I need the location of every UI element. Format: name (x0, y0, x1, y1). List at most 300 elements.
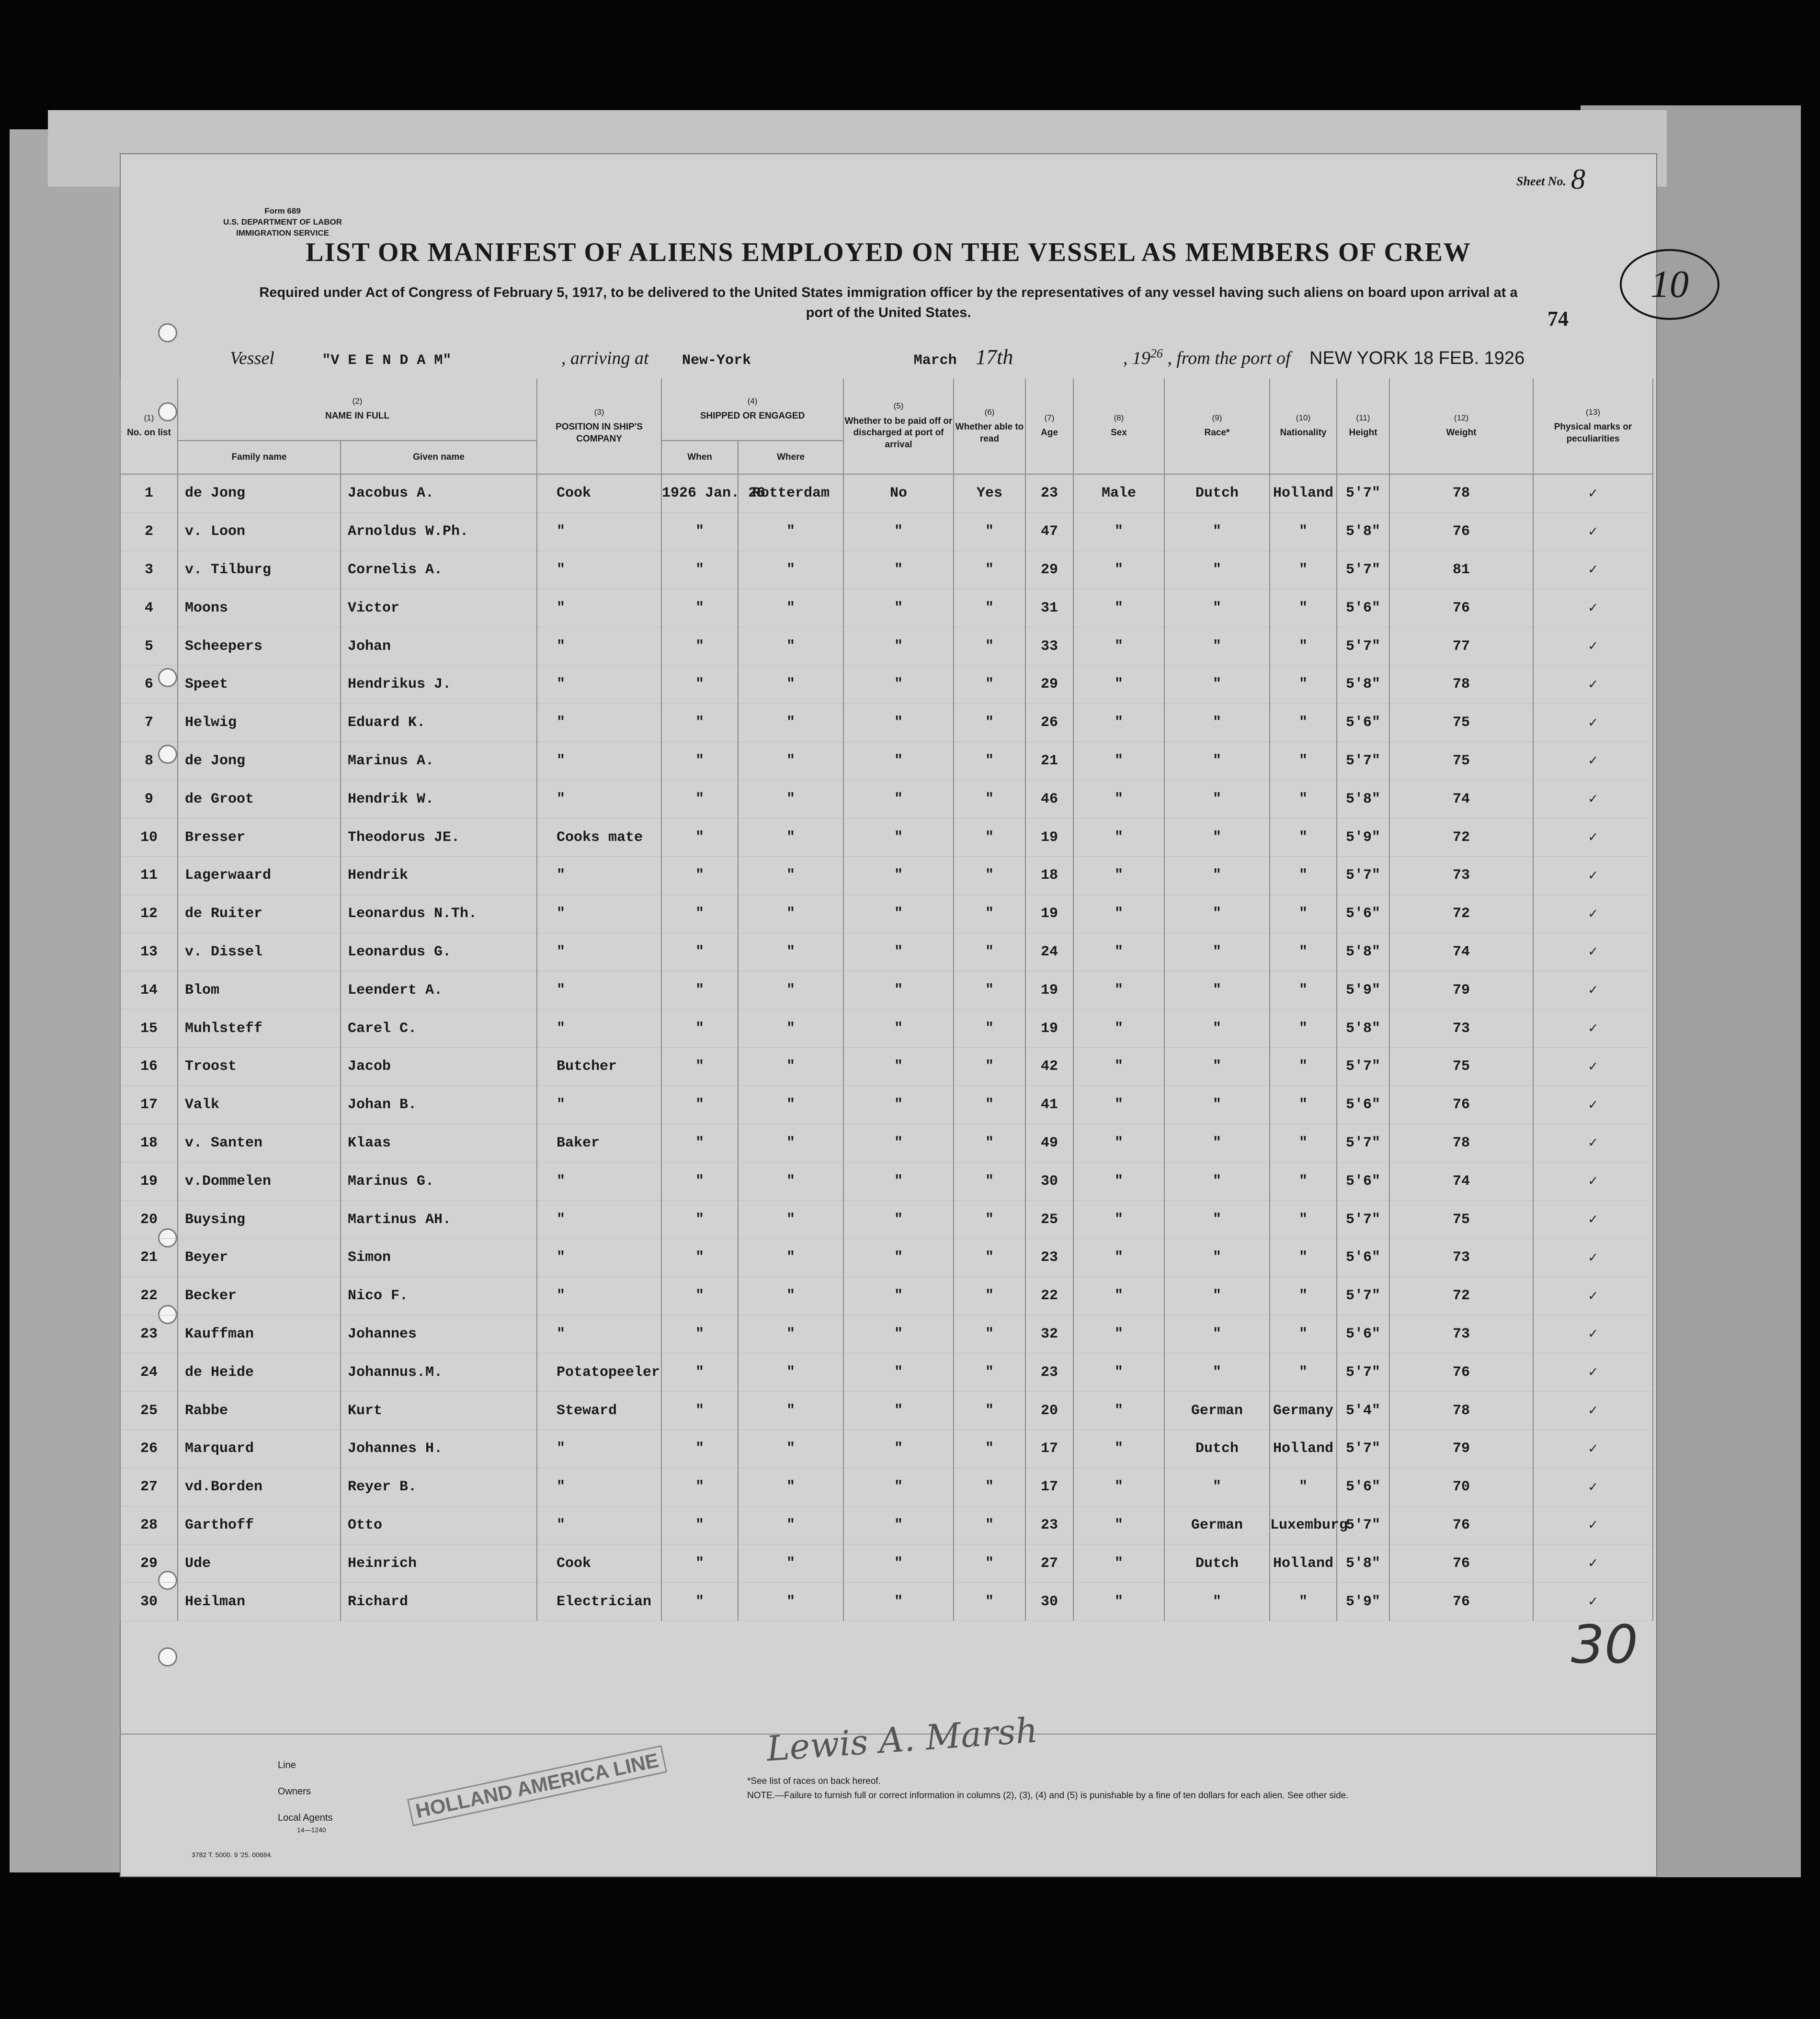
cell-race: " (1164, 1315, 1270, 1353)
cell-sex: " (1073, 1201, 1164, 1239)
sheet-number-label: Sheet No. (1516, 174, 1566, 188)
cell-able-to-read: " (954, 1544, 1025, 1583)
cell-given-name: Martinus AH. (341, 1201, 537, 1239)
cell-shipped-where: " (738, 1583, 843, 1621)
cell-row-number: 19 (120, 1162, 178, 1201)
cell-nationality: " (1270, 1047, 1337, 1086)
cell-nationality: " (1270, 1086, 1337, 1124)
cell-shipped-when: 1926 Jan. 26 (661, 474, 738, 512)
cell-weight: 78 (1389, 474, 1533, 512)
cell-height: 5'9" (1337, 971, 1389, 1010)
cell-shipped-where: " (738, 627, 843, 666)
cell-family-name: v. Santen (178, 1124, 341, 1162)
cell-physical-marks-check: ✓ (1533, 589, 1653, 627)
cell-physical-marks-check: ✓ (1533, 1429, 1653, 1468)
fine-note: NOTE.—Failure to furnish full or correct information in columns (2), (3), (4) and (5) is punishable by a fine of ten dollars for each alien. See other side. (747, 1791, 1349, 1801)
cell-shipped-when: " (661, 971, 738, 1010)
cell-shipped-where: " (738, 1086, 843, 1124)
cell-family-name: Lagerwaard (178, 856, 341, 895)
table-row (120, 589, 1653, 627)
cell-height: 5'7" (1337, 856, 1389, 895)
cell-age: 23 (1025, 474, 1073, 512)
cell-given-name: Jacobus A. (341, 474, 537, 512)
cell-physical-marks-check: ✓ (1533, 818, 1653, 857)
cell-family-name: Rabbe (178, 1392, 341, 1430)
table-row (120, 627, 1653, 666)
cell-nationality: Holland (1270, 1429, 1337, 1468)
cell-race: German (1164, 1392, 1270, 1430)
cell-position: " (537, 551, 661, 589)
header-race: (9) Race* (1164, 378, 1270, 474)
table-row (120, 703, 1653, 742)
cell-nationality: " (1270, 1468, 1337, 1506)
cell-weight: 74 (1389, 780, 1533, 818)
cell-position: " (537, 1277, 661, 1315)
cell-position: " (537, 933, 661, 971)
table-row (120, 1277, 1653, 1315)
cell-sex: " (1073, 512, 1164, 551)
cell-age: 19 (1025, 1010, 1073, 1048)
cell-given-name: Johannes (341, 1315, 537, 1353)
cell-age: 29 (1025, 551, 1073, 589)
cell-able-to-read: " (954, 1277, 1025, 1315)
cell-row-number: 25 (120, 1392, 178, 1430)
cell-shipped-when: " (661, 1162, 738, 1201)
cell-paid-off: " (843, 971, 954, 1010)
cell-weight: 72 (1389, 818, 1533, 857)
cell-nationality: " (1270, 895, 1337, 933)
cell-sex: " (1073, 703, 1164, 742)
table-row (120, 665, 1653, 703)
circled-number: 10 (1620, 249, 1719, 320)
cell-shipped-where: " (738, 589, 843, 627)
cell-shipped-where: " (738, 551, 843, 589)
cell-paid-off: " (843, 742, 954, 780)
cell-nationality: " (1270, 1315, 1337, 1353)
cell-race: " (1164, 1583, 1270, 1621)
cell-shipped-when: " (661, 1506, 738, 1544)
cell-shipped-where: " (738, 703, 843, 742)
cell-shipped-when: " (661, 1277, 738, 1315)
cell-given-name: Richard (341, 1583, 537, 1621)
cell-weight: 73 (1389, 1010, 1533, 1048)
cell-paid-off: " (843, 665, 954, 703)
cell-physical-marks-check: ✓ (1533, 1162, 1653, 1201)
form-number: Form 689 (264, 206, 301, 216)
header-read: (6) Whether able to read (954, 378, 1025, 474)
cell-row-number: 17 (120, 1086, 178, 1124)
cell-position: Steward (537, 1392, 661, 1430)
cell-nationality: " (1270, 1583, 1337, 1621)
cell-shipped-where: " (738, 1353, 843, 1392)
header-when: When (661, 441, 738, 474)
cell-able-to-read: " (954, 856, 1025, 895)
from-port-label: , from the port of (1167, 348, 1291, 368)
cell-position: " (537, 895, 661, 933)
cell-paid-off: " (843, 1353, 954, 1392)
cell-paid-off: " (843, 1544, 954, 1583)
cell-position: " (537, 1162, 661, 1201)
cell-sex: " (1073, 589, 1164, 627)
cell-shipped-when: " (661, 1429, 738, 1468)
cell-physical-marks-check: ✓ (1533, 1468, 1653, 1506)
cell-given-name: Leendert A. (341, 971, 537, 1010)
cell-position: " (537, 856, 661, 895)
cell-family-name: Ude (178, 1544, 341, 1583)
cell-shipped-where: " (738, 1315, 843, 1353)
cell-family-name: Becker (178, 1277, 341, 1315)
cell-paid-off: " (843, 1468, 954, 1506)
cell-position: " (537, 1506, 661, 1544)
header-given-name: Given name (341, 441, 537, 474)
cell-height: 5'7" (1337, 742, 1389, 780)
cell-physical-marks-check: ✓ (1533, 856, 1653, 895)
cell-age: 31 (1025, 589, 1073, 627)
cell-family-name: Blom (178, 971, 341, 1010)
cell-physical-marks-check: ✓ (1533, 1238, 1653, 1277)
cell-family-name: Valk (178, 1086, 341, 1124)
cell-weight: 76 (1389, 1583, 1533, 1621)
cell-weight: 78 (1389, 665, 1533, 703)
cell-nationality: " (1270, 512, 1337, 551)
cell-sex: " (1073, 627, 1164, 666)
cell-height: 5'8" (1337, 1010, 1389, 1048)
cell-row-number: 22 (120, 1277, 178, 1315)
cell-position: " (537, 1201, 661, 1239)
cell-weight: 76 (1389, 1086, 1533, 1124)
cell-race: " (1164, 512, 1270, 551)
cell-sex: " (1073, 1429, 1164, 1468)
cell-able-to-read: " (954, 627, 1025, 666)
cell-shipped-where: " (738, 1429, 843, 1468)
manifest-subtitle: Required under Act of Congress of February 5, 1917, to be delivered to the United States immigration officer by the representatives of any vessel having such aliens on board upon arrival at a port of the United States. (259, 285, 1518, 321)
cell-shipped-when: " (661, 551, 738, 589)
cell-physical-marks-check: ✓ (1533, 1277, 1653, 1315)
service-name: IMMIGRATION SERVICE (236, 228, 329, 238)
cell-able-to-read: " (954, 1201, 1025, 1239)
cell-position: Cooks mate (537, 818, 661, 857)
cell-given-name: Hendrik (341, 856, 537, 895)
cell-position: Electrician (537, 1583, 661, 1621)
header-shipped: (4) SHIPPED OR ENGAGED (661, 378, 843, 441)
cell-nationality: " (1270, 856, 1337, 895)
cell-height: 5'6" (1337, 895, 1389, 933)
cell-able-to-read: " (954, 933, 1025, 971)
cell-able-to-read: " (954, 1353, 1025, 1392)
owners-label: Owners (278, 1786, 311, 1797)
cell-family-name: Buysing (178, 1201, 341, 1239)
cell-shipped-when: " (661, 856, 738, 895)
cell-height: 5'6" (1337, 1162, 1389, 1201)
line-label: Line (278, 1760, 296, 1770)
crew-manifest-table (120, 378, 1653, 1621)
cell-paid-off: " (843, 1277, 954, 1315)
cell-race: " (1164, 933, 1270, 971)
cell-shipped-where: " (738, 895, 843, 933)
vessel-name: "V E E N D A M" (322, 352, 452, 369)
cell-physical-marks-check: ✓ (1533, 474, 1653, 512)
cell-given-name: Leonardus G. (341, 933, 537, 971)
cell-shipped-when: " (661, 1315, 738, 1353)
cell-shipped-when: " (661, 1086, 738, 1124)
cell-family-name: Marquard (178, 1429, 341, 1468)
cell-paid-off: " (843, 1583, 954, 1621)
cell-paid-off: " (843, 627, 954, 666)
cell-position: " (537, 1238, 661, 1277)
cell-paid-off: " (843, 551, 954, 589)
cell-family-name: v. Loon (178, 512, 341, 551)
cell-family-name: Garthoff (178, 1506, 341, 1544)
cell-paid-off: " (843, 1315, 954, 1353)
master-signature: Lewis A. Marsh (765, 1710, 1039, 1769)
cell-shipped-where: " (738, 933, 843, 971)
table-row (120, 512, 1653, 551)
cell-paid-off: " (843, 895, 954, 933)
cell-sex: " (1073, 1544, 1164, 1583)
cell-age: 29 (1025, 665, 1073, 703)
cell-physical-marks-check: ✓ (1533, 551, 1653, 589)
cell-given-name: Reyer B. (341, 1468, 537, 1506)
cell-physical-marks-check: ✓ (1533, 1124, 1653, 1162)
cell-race: " (1164, 1047, 1270, 1086)
cell-weight: 73 (1389, 1238, 1533, 1277)
cell-race: Dutch (1164, 474, 1270, 512)
cell-able-to-read: " (954, 589, 1025, 627)
cell-position: Baker (537, 1124, 661, 1162)
cell-age: 22 (1025, 1277, 1073, 1315)
cell-given-name: Theodorus JE. (341, 818, 537, 857)
cell-able-to-read: " (954, 551, 1025, 589)
cell-shipped-when: " (661, 1353, 738, 1392)
cell-able-to-read: " (954, 780, 1025, 818)
cell-shipped-when: " (661, 1201, 738, 1239)
cell-able-to-read: " (954, 971, 1025, 1010)
cell-position: " (537, 627, 661, 666)
cell-sex: " (1073, 895, 1164, 933)
table-row (120, 1468, 1653, 1506)
cell-physical-marks-check: ✓ (1533, 971, 1653, 1010)
cell-shipped-when: " (661, 1544, 738, 1583)
cell-row-number: 6 (120, 665, 178, 703)
cell-sex: " (1073, 1392, 1164, 1430)
table-row (120, 1544, 1653, 1583)
cell-weight: 81 (1389, 551, 1533, 589)
manifest-sheet (120, 153, 1689, 1877)
cell-age: 47 (1025, 512, 1073, 551)
cell-family-name: de Jong (178, 742, 341, 780)
cell-sex: " (1073, 1468, 1164, 1506)
cell-physical-marks-check: ✓ (1533, 1544, 1653, 1583)
cell-weight: 73 (1389, 1315, 1533, 1353)
cell-nationality: Holland (1270, 474, 1337, 512)
cell-height: 5'6" (1337, 1238, 1389, 1277)
cell-sex: " (1073, 856, 1164, 895)
cell-sex: " (1073, 1086, 1164, 1124)
cell-position: " (537, 665, 661, 703)
cell-age: 17 (1025, 1468, 1073, 1506)
cell-shipped-when: " (661, 780, 738, 818)
cell-row-number: 15 (120, 1010, 178, 1048)
cell-able-to-read: " (954, 1506, 1025, 1544)
table-row (120, 780, 1653, 818)
cell-sex: " (1073, 1506, 1164, 1544)
cell-able-to-read: " (954, 1315, 1025, 1353)
cell-row-number: 5 (120, 627, 178, 666)
cell-shipped-where: " (738, 1124, 843, 1162)
cell-race: " (1164, 856, 1270, 895)
cell-height: 5'6" (1337, 589, 1389, 627)
cell-height: 5'7" (1337, 551, 1389, 589)
cell-shipped-where: " (738, 512, 843, 551)
cell-height: 5'7" (1337, 1506, 1389, 1544)
table-row (120, 1392, 1653, 1430)
cell-sex: " (1073, 1124, 1164, 1162)
header-name: (2) NAME IN FULL (178, 378, 537, 441)
cell-shipped-when: " (661, 627, 738, 666)
cell-weight: 75 (1389, 1047, 1533, 1086)
cell-given-name: Kurt (341, 1392, 537, 1430)
cell-position: " (537, 742, 661, 780)
cell-family-name: Heilman (178, 1583, 341, 1621)
cell-physical-marks-check: ✓ (1533, 665, 1653, 703)
cell-age: 25 (1025, 1201, 1073, 1239)
cell-nationality: " (1270, 1124, 1337, 1162)
cell-row-number: 28 (120, 1506, 178, 1544)
cell-row-number: 24 (120, 1353, 178, 1392)
cell-paid-off: " (843, 818, 954, 857)
cell-nationality: " (1270, 742, 1337, 780)
header-where: Where (738, 441, 843, 474)
cell-paid-off: " (843, 589, 954, 627)
cell-race: " (1164, 1124, 1270, 1162)
cell-shipped-when: " (661, 895, 738, 933)
year-prefix: , 19 (1123, 348, 1150, 368)
cell-race: " (1164, 780, 1270, 818)
cell-position: " (537, 1315, 661, 1353)
cell-shipped-when: " (661, 512, 738, 551)
cell-physical-marks-check: ✓ (1533, 512, 1653, 551)
cell-height: 5'6" (1337, 703, 1389, 742)
cell-position: " (537, 1010, 661, 1048)
cell-row-number: 21 (120, 1238, 178, 1277)
cell-age: 17 (1025, 1429, 1073, 1468)
cell-weight: 78 (1389, 1124, 1533, 1162)
cell-shipped-where: " (738, 1047, 843, 1086)
cell-physical-marks-check: ✓ (1533, 1392, 1653, 1430)
table-row (120, 551, 1653, 589)
cell-weight: 76 (1389, 512, 1533, 551)
cell-able-to-read: " (954, 512, 1025, 551)
cell-able-to-read: " (954, 1086, 1025, 1124)
cell-given-name: Marinus G. (341, 1162, 537, 1201)
cell-height: 5'6" (1337, 1315, 1389, 1353)
cell-nationality: " (1270, 665, 1337, 703)
cell-given-name: Victor (341, 589, 537, 627)
cell-paid-off: " (843, 1429, 954, 1468)
cell-nationality: " (1270, 1201, 1337, 1239)
cell-row-number: 8 (120, 742, 178, 780)
cell-row-number: 3 (120, 551, 178, 589)
cell-sex: " (1073, 1315, 1164, 1353)
cell-physical-marks-check: ✓ (1533, 780, 1653, 818)
cell-able-to-read: " (954, 1124, 1025, 1162)
header-age: (7) Age (1025, 378, 1073, 474)
cell-row-number: 29 (120, 1544, 178, 1583)
cell-shipped-when: " (661, 589, 738, 627)
cell-physical-marks-check: ✓ (1533, 1010, 1653, 1048)
cell-row-number: 16 (120, 1047, 178, 1086)
cell-shipped-when: " (661, 1047, 738, 1086)
cell-shipped-when: " (661, 1392, 738, 1430)
cell-nationality: " (1270, 1353, 1337, 1392)
cell-age: 27 (1025, 1544, 1073, 1583)
sheet-number-value: 8 (1571, 163, 1585, 195)
form-header (211, 206, 354, 239)
cell-row-number: 10 (120, 818, 178, 857)
binder-hole (158, 1647, 177, 1667)
cell-family-name: v.Dommelen (178, 1162, 341, 1201)
table-row (120, 1583, 1653, 1621)
cell-given-name: Johan B. (341, 1086, 537, 1124)
cell-able-to-read: " (954, 1429, 1025, 1468)
cell-age: 30 (1025, 1583, 1073, 1621)
table-row (120, 971, 1653, 1010)
cell-race: " (1164, 1353, 1270, 1392)
cell-physical-marks-check: ✓ (1533, 1086, 1653, 1124)
cell-shipped-where: Rotterdam (738, 474, 843, 512)
cell-race: " (1164, 1238, 1270, 1277)
cell-given-name: Marinus A. (341, 742, 537, 780)
vessel-line (230, 345, 1524, 369)
cell-physical-marks-check: ✓ (1533, 627, 1653, 666)
cell-race: " (1164, 742, 1270, 780)
cell-shipped-when: " (661, 703, 738, 742)
vessel-label: Vessel (230, 348, 274, 368)
cell-able-to-read: " (954, 895, 1025, 933)
cell-race: " (1164, 589, 1270, 627)
cell-race: " (1164, 627, 1270, 666)
cell-position: Cook (537, 474, 661, 512)
cell-shipped-when: " (661, 1583, 738, 1621)
cell-paid-off: " (843, 512, 954, 551)
cell-position: " (537, 512, 661, 551)
agents-code: 14—1240 (297, 1826, 326, 1834)
cell-nationality: " (1270, 933, 1337, 971)
cell-able-to-read: " (954, 665, 1025, 703)
cell-age: 19 (1025, 818, 1073, 857)
cell-shipped-where: " (738, 1506, 843, 1544)
cell-nationality: Holland (1270, 1544, 1337, 1583)
cell-physical-marks-check: ✓ (1533, 703, 1653, 742)
cell-height: 5'7" (1337, 474, 1389, 512)
cell-shipped-where: " (738, 1010, 843, 1048)
cell-weight: 76 (1389, 1353, 1533, 1392)
cell-height: 5'7" (1337, 1429, 1389, 1468)
cell-sex: " (1073, 933, 1164, 971)
header-weight: (12) Weight (1389, 378, 1533, 474)
cell-given-name: Hendrik W. (341, 780, 537, 818)
cell-sex: " (1073, 1583, 1164, 1621)
cell-paid-off: No (843, 474, 954, 512)
holland-america-line-stamp: HOLLAND AMERICA LINE (407, 1745, 667, 1826)
cell-weight: 76 (1389, 1506, 1533, 1544)
cell-nationality: " (1270, 818, 1337, 857)
cell-family-name: Moons (178, 589, 341, 627)
cell-given-name: Heinrich (341, 1544, 537, 1583)
cell-row-number: 30 (120, 1583, 178, 1621)
print-code: 3782 T. 5000. 9 '25. 00684. (192, 1851, 273, 1859)
cell-position: " (537, 780, 661, 818)
